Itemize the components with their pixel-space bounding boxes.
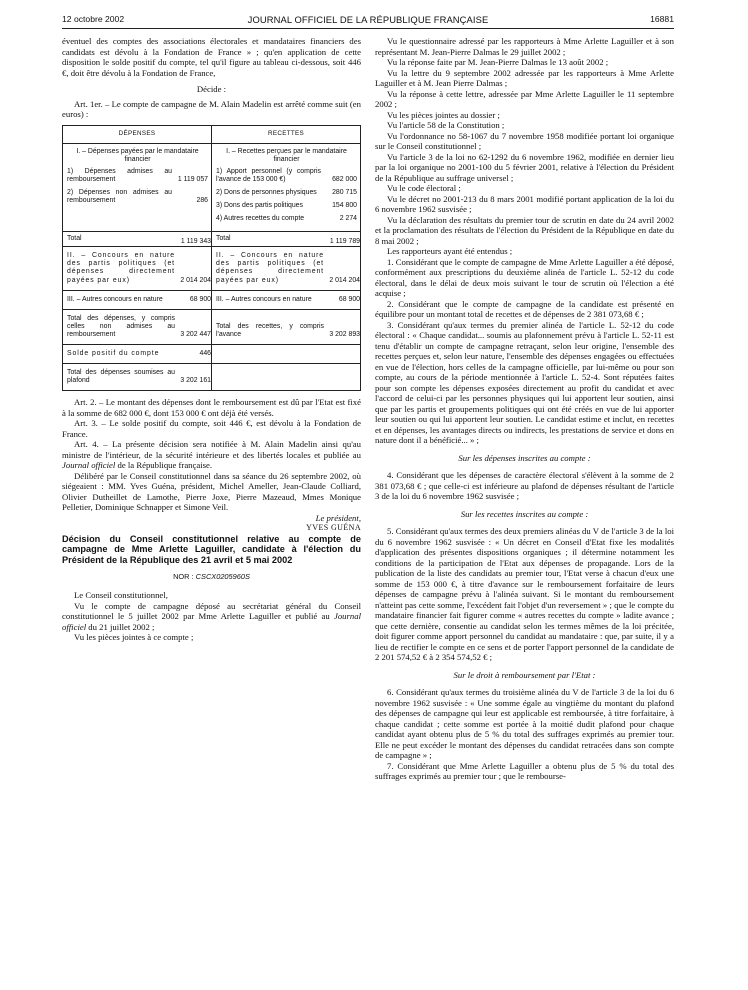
- header-depenses: DÉPENSES: [63, 125, 212, 143]
- rapporteurs-entendus: Les rapporteurs ayant été entendus ;: [387, 246, 513, 256]
- section-3-recettes: III. – Autres concours en nature 68 900: [212, 290, 361, 309]
- depense-item-1-amount: 1 119 057: [177, 175, 208, 183]
- header-date: 12 octobre 2002: [62, 14, 125, 24]
- journal-officiel-ref: Journal officiel: [62, 460, 116, 471]
- campaign-account-table: [62, 125, 361, 392]
- vu-decret: Vu le décret no 2001-213 du 8 mars 2001 modifié portant application de la loi du 6 novembre 1962 susvisée ;: [375, 193, 674, 214]
- total-depenses-1-amount: 1 119 343: [180, 238, 211, 246]
- considerant-4: 4. Considérant que les dépenses de caractère électoral s'élèvent à la somme de 2 381 073,68 € ; que celle-ci est inférieure au plafond de dépenses résultant de l'article 3 de la loi du 6 novembre 1962 susvisée ;: [375, 470, 674, 501]
- considerant-1: 1. Considérant que le compte de campagne de Mme Arlette Laguiller a été déposé, conformément aux prescriptions du deuxième alinéa de l'article L. 52-12 du code électoral, dans le délai de deux mois suivant le tour de scrutin où l'élection a été acquise ;: [375, 256, 674, 298]
- section-1-recettes-title: I. – Recettes perçues par le mandataire financier: [226, 147, 347, 163]
- subheading-depenses: Sur les dépenses inscrites au compte :: [458, 452, 591, 463]
- recette-item-4-amount: 2 274: [339, 215, 357, 223]
- section-1-depenses: [63, 143, 212, 232]
- vu-compte: Vu le compte de campagne déposé au secrétariat général du Conseil constitutionnel le 5 juillet 2002 par Mme Arlette Laguiller et publié au Journal officiel du 21 juillet 2002 ;: [62, 600, 361, 632]
- vu-reponse-dalmas: Vu la réponse faite par M. Jean-Pierre Dalmas le 13 août 2002 ;: [387, 57, 609, 67]
- plafond-empty-cell: [212, 364, 361, 391]
- section-3-depenses-amount: 68 900: [189, 295, 211, 303]
- vu-ordonnance: Vu l'ordonnance no 58-1067 du 7 novembre 1958 modifiée portant loi organique sur le Conseil constitutionnel ;: [375, 130, 674, 151]
- depense-item-2-amount: 286: [196, 196, 208, 204]
- recette-item-3: 3) Dons des partis politiques 154 800: [216, 201, 357, 209]
- vu-loi-1962: Vu l'article 3 de la loi no 62-1292 du 6 novembre 1962, modifiée en dernier lieu par la loi organique no 2001-100 du 5 février 2001, relative à l'élection du Président de la République au suffrage universel ;: [375, 151, 674, 183]
- solde-positif: Solde positif du compte 446: [63, 345, 212, 364]
- total-depenses-1: Total 1 119 343: [63, 232, 212, 247]
- total-recettes-1: Total 1 119 789: [212, 232, 361, 247]
- right-column: [375, 36, 674, 782]
- header-rule: [62, 28, 674, 29]
- vu-constitution: Vu l'article 58 de la Constitution ;: [387, 120, 505, 130]
- header-page-number: 16881: [650, 14, 674, 24]
- left-column: [62, 36, 361, 643]
- section-2-depenses: II. – Concours en nature des partis politiques (et dépenses directement payées par eux) 2 014 204: [63, 247, 212, 290]
- vu-code-electoral: Vu le code électoral ;: [387, 183, 461, 193]
- subheading-recettes: Sur les recettes inscrites au compte :: [460, 508, 589, 519]
- article-1: Art. 1er. – Le compte de campagne de M. Alain Madelin est arrêté comme suit (en euros) :: [62, 98, 361, 119]
- vu-lettre: Vu la lettre du 9 septembre 2002 adressée par les rapporteurs à Mme Arlette Laguiller et à M. Jean Pierre Dalmas ;: [375, 67, 674, 88]
- article-3: Art. 3. – Le solde positif du compte, soit 446 €, est dévolu à la Fondation de France.: [62, 418, 361, 439]
- solde-positif-amount: 446: [199, 350, 211, 357]
- considerant-5: 5. Considérant qu'aux termes des deux premiers alinéas du V de l'article 3 de la loi du 6 novembre 1962 susvisée : « Un décret en Conseil d'Etat fixe les modalités d'application des présentes dispositions organiques ; il détermine notamment les conditions de la participation de l'Etat aux dépenses de propagande. Lors de la publication de la liste des candidats au premier tour, l'Etat verse à chacun d'eux une somme de 153 000 €, à titre d'avance sur le remboursement forfaitaire de leurs dépenses de campagne prévu à l'alinéa suivant. Si le montant du remboursement n'atteint pas cette somme, l'excédent fait l'objet d'un reversement » ; que le compte du mandataire financier fait figurer comme « autres recettes du compte » ladite avance ; que cette dernière, consentie au candidat selon les termes mêmes de la loi précitée, doit figurer comme apport personnel du candidat au mandataire : que, par suite, il y a lieu de rectifier le compte en ce sens et de porter l'apport personnel de la candidate de 2 201 574,52 € à 2 354 574,52 € ;: [375, 526, 674, 662]
- signature-name: YVES GUÉNA: [306, 523, 361, 533]
- recette-item-2-amount: 280 715: [332, 188, 357, 196]
- conseil-label: Le Conseil constitutionnel,: [74, 590, 168, 601]
- total-soumis-plafond: Total des dépenses soumises au plafond 3 202 161: [63, 364, 212, 391]
- total-depenses-all-amount: 3 202 447: [180, 330, 211, 338]
- section-2-recettes: II. – Concours en nature des partis politiques (et dépenses directement payées par eux) 2 014 204: [212, 247, 361, 290]
- vu-reponse-laguiller: Vu la réponse à cette lettre, adressée par Mme Arlette Laguiller le 11 septembre 2002 ;: [375, 88, 674, 109]
- recette-item-1-amount: 682 000: [332, 175, 357, 183]
- vu-questionnaire: Vu le questionnaire adressé par les rapporteurs à Mme Arlette Laguiller et à son représentant M. Jean-Pierre Dalmas le 29 juillet 2002 ;: [375, 36, 674, 57]
- considerant-3: 3. Considérant qu'aux termes du premier alinéa de l'article L. 52-12 du code électoral : « Chaque candidat... soumis au plafonnement prévu à l'article L. 52-11 est tenu d'établir un compte de campagne retraçant, selon leur origine, l'ensemble des recettes perçues et, selon leur nature, l'ensemble des dépenses engagées ou effectuées en vue de l'élection, hors celles de la campagne officielle, par lui-même ou pour son compte, au cours de la période mentionnée à l'article L. 52-4. Sont réputées faites pour son compte les dépenses exposées directement au profit du candidat et avec l'accord de celui-ci par les personnes physiques qui lui apportent leur soutien, ainsi que par les partis et groupements politiques qui ont été créés en vue de lui apporter leur soutien ou qui lui apportent leur soutien. Le candidat estime et inclut, en recettes et en dépenses, les avantages directs ou indirects, les prestations de service et dons en nature dont il a bénéficié... » ;: [375, 319, 674, 445]
- recette-item-2: 2) Dons de personnes physiques 280 715: [216, 188, 357, 196]
- section-2-depenses-amount: 2 014 204: [180, 276, 211, 284]
- article-2: Art. 2. – Le montant des dépenses dont le remboursement est dû par l'Etat est fixé à la somme de 682 000 €, dont 153 000 € ont déjà été versés.: [62, 397, 361, 418]
- header-recettes: RECETTES: [212, 125, 361, 143]
- running-header: [62, 14, 674, 28]
- decision-title: Décision du Conseil constitutionnel relative au compte de campagne de Mme Arlette Laguiller, candidate à l'élection du Président de la République des 21 avril et 5 mai 2002: [62, 533, 361, 565]
- recette-item-4: 4) Autres recettes du compte 2 274: [216, 215, 357, 223]
- signature-title: Le président,: [315, 512, 361, 523]
- total-recettes-all: Total des recettes, y compris l'avance 3 202 893: [212, 309, 361, 344]
- deliberation: Délibéré par le Conseil constitutionnel dans sa séance du 26 septembre 2002, où siégeaient : MM. Yves Guéna, président, Michel Ameller, Jean-Claude Colliard, Olivier Dutheillet de Lamothe, Pierre Joxe, Pierre Mazeaud, Mmes Monique Pelletier, Dominique Schnapper et Simone Veil.: [62, 470, 361, 513]
- total-soumis-plafond-amount: 3 202 161: [180, 377, 211, 385]
- section-1-depenses-title: I. – Dépenses payées par le mandataire financier: [76, 147, 199, 163]
- intro-paragraph: éventuel des comptes des associations électorales et mandataires financiers des candidats est dévolu à la Fondation de France » ; qu'en application de cette disposition le solde positif du compte, tel qu'il figure au tableau ci-dessous, soit 446 €, doit être dévolu à la Fondation de France,: [62, 36, 361, 78]
- solde-empty-cell: [212, 345, 361, 364]
- vu-pieces: Vu les pièces jointes à ce compte ;: [74, 632, 194, 643]
- considerant-7: 7. Considérant que Mme Arlette Laguiller a obtenu plus de 5 % du total des suffrages exprimés au premier tour ; que le rembourse-: [375, 760, 674, 781]
- subheading-remboursement: Sur le droit à remboursement par l'Etat :: [453, 669, 596, 680]
- vu-pieces-dossier: Vu les pièces jointes au dossier ;: [387, 109, 500, 120]
- considerant-6: 6. Considérant qu'aux termes du troisième alinéa du V de l'article 3 de la loi du 6 novembre 1962 susvisée : « Une somme égale au vingtième du montant du plafond des dépenses de campagne qui leur est applicable est remboursée, à titre forfaitaire, à chaque candidat ; cette somme est portée à la moitié dudit plafond pour chaque candidat ayant obtenu plus de 5 % du total des suffrages exprimés au premier tour. Elle ne peut excéder le montant des dépenses du candidat retracées dans son compte de campagne » ;: [375, 687, 674, 760]
- section-1-recettes: [212, 143, 361, 232]
- header-journal-title: JOURNAL OFFICIEL DE LA RÉPUBLIQUE FRANÇAISE: [247, 14, 489, 25]
- article-4: Art. 4. – La présente décision sera notifiée à M. Alain Madelin ainsi qu'au ministre de l'intérieur, de la sécurité intérieure et des libertés locales et publiée au Journal officiel de la République française.: [62, 439, 361, 471]
- depense-item-1: 1) Dépenses admises au remboursement 1 119 057: [67, 167, 208, 183]
- recette-item-3-amount: 154 800: [332, 201, 357, 209]
- decide-label: Décide :: [196, 84, 227, 94]
- recette-item-1: 1) Apport personnel (y compris l'avance de 153 000 €) 682 000: [216, 167, 357, 183]
- nor-reference: NOR : CSCX0205960S: [173, 571, 250, 581]
- depense-item-2: 2) Dépenses non admises au remboursement 286: [67, 188, 208, 204]
- total-recettes-all-amount: 3 202 893: [329, 330, 360, 338]
- section-3-depenses: III. – Autres concours en nature 68 900: [63, 290, 212, 309]
- vu-declaration: Vu la déclaration des résultats du premier tour de scrutin en date du 24 avril 2002 et la proclamation des résultats de l'élection du Président de la République en date du 8 mai 2002 ;: [375, 214, 674, 246]
- total-depenses-all: Total des dépenses, y compris celles non admises au remboursement 3 202 447: [63, 309, 212, 344]
- section-3-recettes-amount: 68 900: [338, 295, 360, 303]
- total-recettes-1-amount: 1 119 789: [329, 238, 360, 246]
- considerant-2: 2. Considérant que le compte de campagne de la candidate est présenté en équilibre pour un montant total de recettes et de dépenses de 2 381 073,68 € ;: [375, 298, 674, 319]
- section-2-recettes-amount: 2 014 204: [329, 276, 360, 284]
